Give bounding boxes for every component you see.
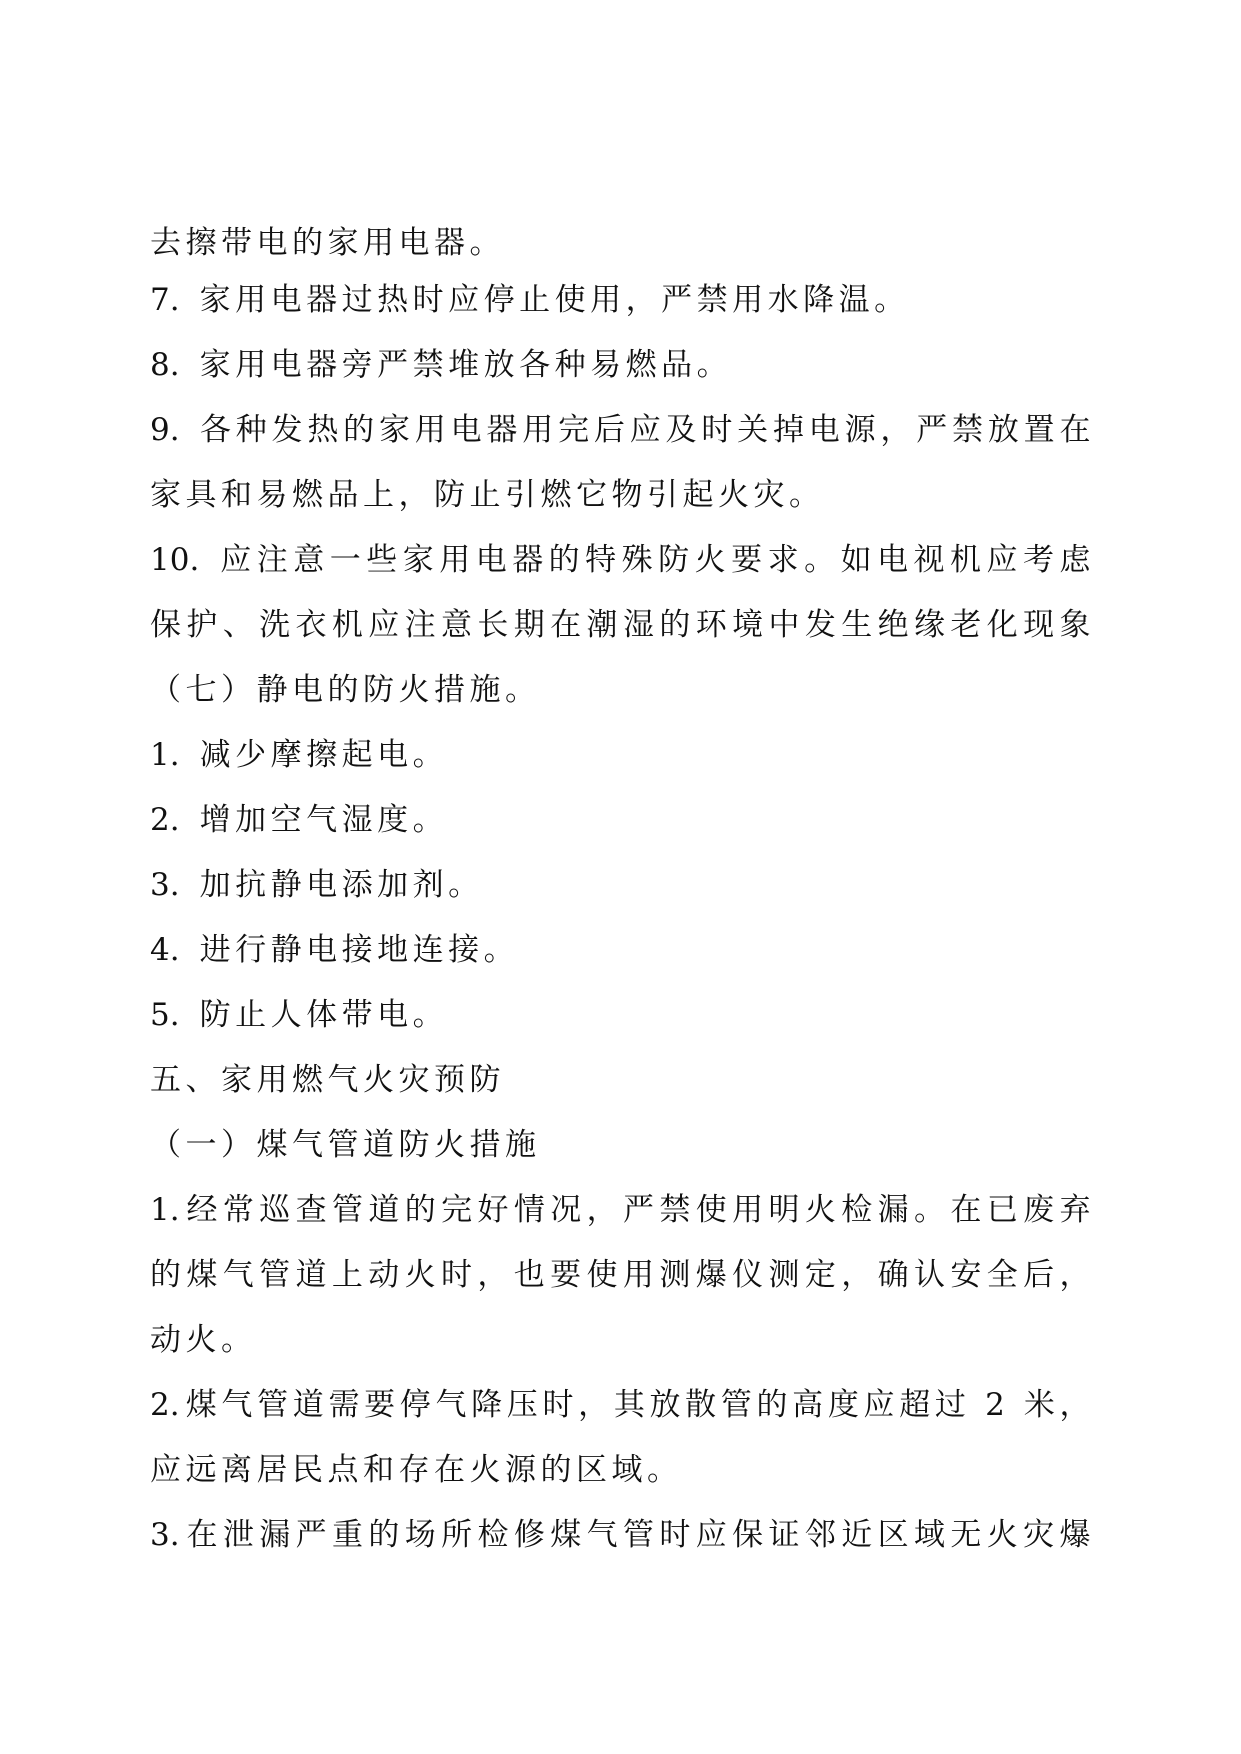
line-text: 在泄漏严重的场所检修煤气管时应保证邻近区域无火灾爆 bbox=[185, 1517, 1095, 1553]
document-line bbox=[150, 788, 1095, 853]
document-line bbox=[150, 1438, 1095, 1503]
list-number: 2. bbox=[150, 802, 180, 838]
document-body bbox=[150, 218, 1095, 1568]
line-text: 加抗静电添加剂。 bbox=[199, 867, 484, 903]
document-line bbox=[150, 1308, 1095, 1373]
list-number: 7. bbox=[150, 282, 180, 318]
line-text: 减少摩擦起电。 bbox=[199, 737, 449, 773]
document-line bbox=[150, 983, 1095, 1048]
document-line bbox=[150, 658, 1095, 723]
list-number: 3. bbox=[150, 1517, 180, 1553]
list-number: 9. bbox=[150, 412, 180, 448]
document-line bbox=[150, 1113, 1095, 1178]
line-text: 进行静电接地连接。 bbox=[199, 932, 520, 968]
list-number: 1. bbox=[150, 1192, 180, 1228]
line-text: 的煤气管道上动火时，也要使用测爆仪测定，确认安全后， bbox=[150, 1257, 1095, 1293]
line-text: 应远离居民点和存在火源的区域。 bbox=[150, 1452, 683, 1488]
line-text: 经常巡查管道的完好情况，严禁使用明火检漏。在已废弃 bbox=[185, 1192, 1095, 1228]
document-line bbox=[150, 723, 1095, 788]
document-line bbox=[150, 528, 1095, 593]
line-text: 家用电器过热时应停止使用，严禁用水降温。 bbox=[199, 282, 910, 318]
document-line bbox=[150, 1373, 1095, 1438]
line-text: 家具和易燃品上，防止引燃它物引起火灾。 bbox=[150, 477, 825, 513]
list-number: 4. bbox=[150, 932, 180, 968]
list-number: 3. bbox=[150, 867, 180, 903]
line-text: 去擦带电的家用电器。 bbox=[150, 225, 505, 261]
document-line bbox=[150, 463, 1095, 528]
line-text: 各种发热的家用电器用完后应及时关掉电源，严禁放置在 bbox=[199, 412, 1095, 448]
list-number: 2. bbox=[150, 1387, 180, 1423]
line-text: （一）煤气管道防火措施 bbox=[150, 1127, 541, 1163]
line-text: 煤气管道需要停气降压时，其放散管的高度应超过 2 米， bbox=[185, 1387, 1095, 1423]
document-line bbox=[150, 593, 1095, 658]
line-text: 动火。 bbox=[150, 1322, 257, 1358]
line-text: 家用电器旁严禁堆放各种易燃品。 bbox=[199, 347, 733, 383]
list-number: 8. bbox=[150, 347, 180, 383]
list-number: 1. bbox=[150, 737, 180, 773]
document-line bbox=[150, 1503, 1095, 1568]
line-text: 五、家用燃气火灾预防 bbox=[150, 1062, 505, 1098]
document-line bbox=[150, 1178, 1095, 1243]
line-text: 应注意一些家用电器的特殊防火要求。如电视机应考虑 bbox=[219, 542, 1095, 578]
document-line bbox=[150, 1048, 1095, 1113]
document-line bbox=[150, 218, 1095, 268]
document-line bbox=[150, 268, 1095, 333]
document-line bbox=[150, 398, 1095, 463]
line-text: 增加空气湿度。 bbox=[199, 802, 449, 838]
document-line bbox=[150, 333, 1095, 398]
line-text: 保护、洗衣机应注意长期在潮湿的环境中发生绝缘老化现象 bbox=[150, 607, 1095, 643]
list-number: 5. bbox=[150, 997, 180, 1033]
list-number: 10. bbox=[150, 542, 200, 578]
document-line bbox=[150, 853, 1095, 918]
document-line bbox=[150, 918, 1095, 983]
document-line bbox=[150, 1243, 1095, 1308]
line-text: 防止人体带电。 bbox=[199, 997, 449, 1033]
line-text: （七）静电的防火措施。 bbox=[150, 672, 541, 708]
